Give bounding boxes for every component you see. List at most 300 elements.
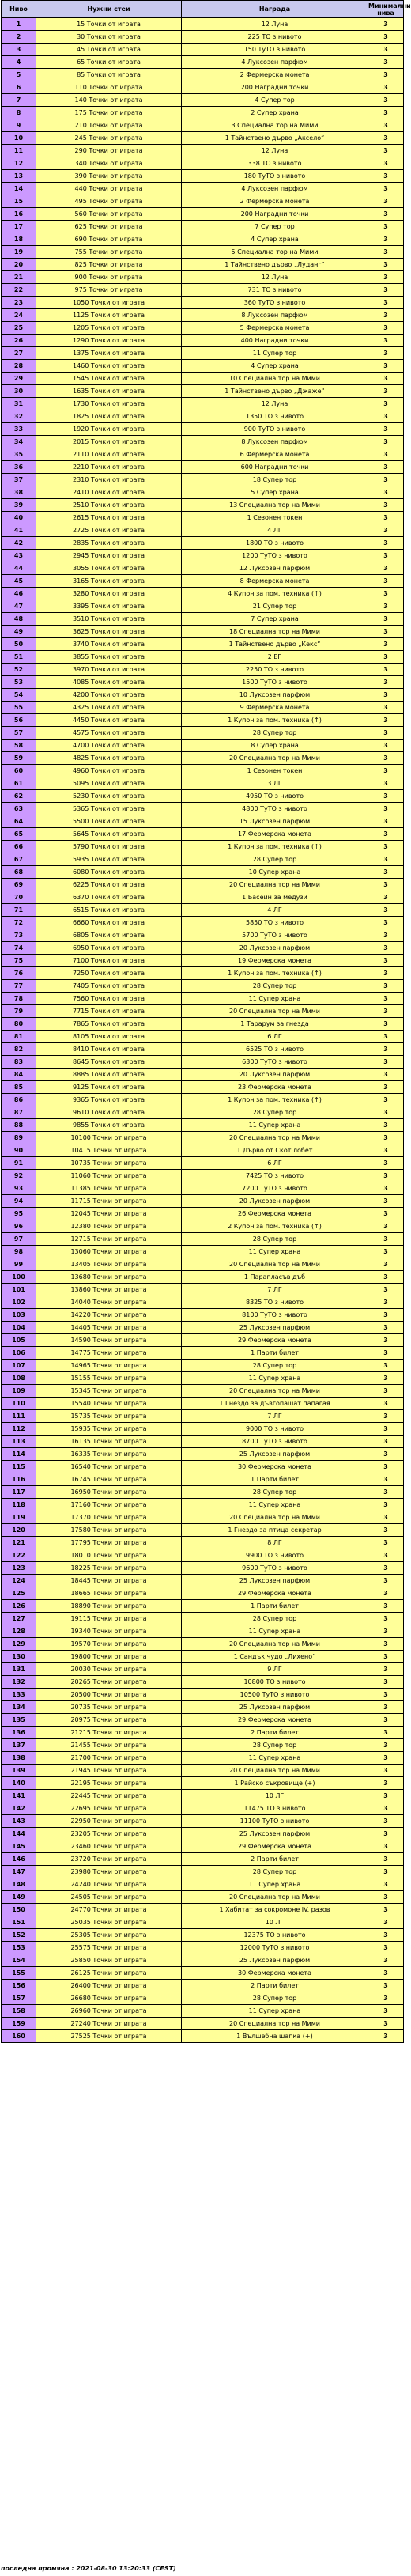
table-row [2,208,404,221]
cell-reward: 8 Луксозен парфюм [182,436,368,448]
cell-points: 4200 Точки от играта [36,689,182,702]
table-row [2,31,404,44]
cell-level: 141 [2,1790,36,1802]
cell-points: 9125 Точки от играта [36,1081,182,1094]
cell-min-level: 3 [368,1676,404,1689]
cell-min-level: 3 [368,183,404,195]
cell-points: 6950 Точки от играта [36,942,182,955]
cell-reward: 1 Сандък чудо „Лихено“ [182,1651,368,1663]
table-row [2,1840,404,1853]
cell-min-level: 3 [368,170,404,183]
cell-min-level: 3 [368,1714,404,1727]
cell-min-level: 3 [368,1967,404,1980]
cell-points: 6080 Точки от играта [36,866,182,879]
cell-points: 1920 Точки от играта [36,423,182,436]
cell-min-level: 3 [368,1549,404,1562]
cell-level: 48 [2,613,36,626]
table-row [2,1157,404,1170]
table-row [2,1638,404,1651]
cell-reward: 26 Фермерска монета [182,1208,368,1220]
cell-level: 124 [2,1575,36,1587]
cell-reward: 12 Луна [182,398,368,410]
table-row [2,448,404,461]
cell-reward: 4 Супер храна [182,233,368,246]
cell-min-level: 3 [368,524,404,537]
cell-points: 2945 Точки от играта [36,550,182,562]
rewards-table [1,0,411,2043]
cell-points: 1205 Точки от играта [36,322,182,335]
cell-level: 45 [2,575,36,588]
cell-points: 20030 Точки от играта [36,1663,182,1676]
cell-reward: 20 Специална тор на Мими [182,2018,368,2030]
cell-reward: 5 Супер храна [182,486,368,499]
table-row [2,1689,404,1701]
cell-points: 13680 Точки от играта [36,1271,182,1284]
cell-points: 18225 Точки от играта [36,1562,182,1575]
cell-points: 6515 Точки от играта [36,904,182,917]
cell-min-level: 3 [368,1258,404,1271]
cell-points: 1730 Точки от играта [36,398,182,410]
cell-reward: 9900 ТО з нивото [182,1549,368,1562]
table-row [2,373,404,385]
cell-points: 11715 Точки от играта [36,1195,182,1208]
cell-level: 138 [2,1752,36,1765]
cell-points: 18890 Точки от играта [36,1600,182,1613]
cell-level: 41 [2,524,36,537]
cell-min-level: 3 [368,537,404,550]
cell-reward: 1200 ТуТО з нивото [182,550,368,562]
cell-points: 5095 Точки от играта [36,777,182,790]
cell-points: 14775 Точки от играта [36,1347,182,1360]
cell-points: 21215 Точки от играта [36,1727,182,1739]
cell-level: 43 [2,550,36,562]
table-row [2,1195,404,1208]
cell-level: 152 [2,1929,36,1942]
cell-reward: 10 ЛГ [182,1790,368,1802]
cell-min-level: 3 [368,600,404,613]
cell-level: 106 [2,1347,36,1360]
table-row [2,879,404,891]
cell-reward: 8 Супер храна [182,740,368,752]
cell-level: 126 [2,1600,36,1613]
cell-reward: 200 Наградни точки [182,81,368,94]
table-row [2,1031,404,1043]
table-row [2,1663,404,1676]
cell-reward: 5 Специална тор на Мими [182,246,368,259]
cell-min-level: 3 [368,891,404,904]
cell-reward: 4 ЛГ [182,524,368,537]
cell-points: 25575 Точки от играта [36,1942,182,1954]
cell-points: 85 Точки от играта [36,69,182,81]
cell-points: 26125 Точки от играта [36,1967,182,1980]
cell-min-level: 3 [368,1296,404,1309]
cell-min-level: 3 [368,765,404,777]
cell-level: 154 [2,1954,36,1967]
table-row [2,702,404,714]
table-row [2,917,404,929]
cell-points: 15935 Точки от играта [36,1423,182,1436]
cell-level: 63 [2,803,36,815]
cell-points: 9610 Точки от играта [36,1106,182,1119]
cell-points: 14040 Точки от играта [36,1296,182,1309]
cell-min-level: 3 [368,777,404,790]
cell-reward: 8 Фермерска монета [182,575,368,588]
cell-points: 23720 Точки от играта [36,1853,182,1866]
table-row [2,1043,404,1056]
cell-points: 16335 Точки от играта [36,1448,182,1461]
table-row [2,1233,404,1246]
cell-level: 100 [2,1271,36,1284]
cell-level: 125 [2,1587,36,1600]
cell-points: 3165 Точки от играта [36,575,182,588]
cell-level: 49 [2,626,36,638]
cell-reward: 338 ТО з нивото [182,157,368,170]
cell-points: 23460 Точки от играта [36,1840,182,1853]
cell-min-level: 3 [368,1511,404,1524]
cell-min-level: 3 [368,1878,404,1891]
cell-points: 390 Точки от играта [36,170,182,183]
cell-reward: 10 Луксозен парфюм [182,689,368,702]
cell-min-level: 3 [368,474,404,486]
cell-reward: 11 Супер храна [182,1499,368,1511]
cell-min-level: 3 [368,2018,404,2030]
cell-min-level: 3 [368,562,404,575]
table-row [2,1651,404,1663]
cell-points: 15345 Точки от играта [36,1385,182,1398]
cell-min-level: 3 [368,221,404,233]
cell-level: 19 [2,246,36,259]
cell-points: 14590 Точки от играта [36,1334,182,1347]
table-row [2,410,404,423]
cell-level: 123 [2,1562,36,1575]
cell-reward: 6300 ТуТО з нивото [182,1056,368,1069]
cell-points: 2410 Точки от играта [36,486,182,499]
cell-reward: 225 ТО з нивото [182,31,368,44]
cell-reward: 29 Фермерска монета [182,1587,368,1600]
cell-level: 32 [2,410,36,423]
cell-reward: 1 Купон за пом. техника (↑) [182,967,368,980]
table-row [2,233,404,246]
cell-level: 79 [2,1005,36,1018]
table-row [2,562,404,575]
cell-min-level: 3 [368,1929,404,1942]
cell-min-level: 3 [368,1208,404,1220]
cell-level: 44 [2,562,36,575]
cell-min-level: 3 [368,626,404,638]
cell-reward: 400 Наградни точки [182,335,368,347]
cell-points: 25035 Точки от играта [36,1916,182,1929]
cell-min-level: 3 [368,1727,404,1739]
cell-level: 119 [2,1511,36,1524]
cell-reward: 28 Супер тор [182,1613,368,1625]
table-row [2,1828,404,1840]
cell-level: 35 [2,448,36,461]
table-row [2,1701,404,1714]
cell-reward: 10800 ТО з нивото [182,1676,368,1689]
cell-min-level: 3 [368,853,404,866]
cell-reward: 1 Парти билет [182,1347,368,1360]
cell-reward: 11 Супер храна [182,1752,368,1765]
cell-reward: 18 Специална тор на Мими [182,626,368,638]
cell-points: 25850 Точки от играта [36,1954,182,1967]
cell-level: 150 [2,1904,36,1916]
table-row [2,398,404,410]
cell-level: 112 [2,1423,36,1436]
cell-level: 97 [2,1233,36,1246]
cell-level: 128 [2,1625,36,1638]
table-row [2,1132,404,1144]
cell-points: 1290 Точки от играта [36,335,182,347]
cell-points: 440 Точки от играта [36,183,182,195]
cell-points: 3855 Точки от играта [36,651,182,664]
table-row [2,145,404,157]
cell-min-level: 3 [368,1182,404,1195]
table-row [2,461,404,474]
table-row [2,1423,404,1436]
cell-level: 146 [2,1853,36,1866]
cell-level: 17 [2,221,36,233]
cell-level: 136 [2,1727,36,1739]
cell-min-level: 3 [368,56,404,69]
cell-points: 6660 Точки от играта [36,917,182,929]
cell-points: 26400 Точки от играта [36,1980,182,1992]
table-row [2,841,404,853]
cell-min-level: 3 [368,1094,404,1106]
cell-min-level: 3 [368,1372,404,1385]
cell-min-level: 3 [368,1790,404,1802]
cell-min-level: 3 [368,107,404,119]
cell-reward: 7 ЛГ [182,1284,368,1296]
cell-min-level: 3 [368,676,404,689]
table-row [2,955,404,967]
cell-level: 34 [2,436,36,448]
cell-reward: 9 Фермерска монета [182,702,368,714]
cell-points: 19800 Точки от играта [36,1651,182,1663]
table-row [2,1967,404,1980]
cell-min-level: 3 [368,1625,404,1638]
cell-min-level: 3 [368,81,404,94]
cell-reward: 28 Супер тор [182,853,368,866]
cell-reward: 1 Тарарум за гнезда [182,1018,368,1031]
cell-level: 88 [2,1119,36,1132]
cell-points: 20500 Точки от играта [36,1689,182,1701]
table-row [2,1878,404,1891]
cell-reward: 5700 ТуТО з нивото [182,929,368,942]
cell-points: 17370 Точки от играта [36,1511,182,1524]
table-row [2,1246,404,1258]
cell-reward: 900 ТуТО з нивото [182,423,368,436]
cell-level: 23 [2,297,36,309]
cell-points: 7100 Точки от играта [36,955,182,967]
table-row [2,1144,404,1157]
cell-points: 25305 Точки от играта [36,1929,182,1942]
table-row [2,18,404,31]
cell-level: 131 [2,1663,36,1676]
cell-min-level: 3 [368,259,404,271]
table-row [2,727,404,740]
cell-reward: 9 ЛГ [182,1663,368,1676]
cell-reward: 1 Басейн за медузи [182,891,368,904]
table-row [2,929,404,942]
cell-level: 95 [2,1208,36,1220]
table-row [2,689,404,702]
cell-reward: 8100 ТуТО з нивото [182,1309,368,1322]
cell-level: 11 [2,145,36,157]
cell-points: 4450 Точки от играта [36,714,182,727]
cell-reward: 23 Фермерска монета [182,1081,368,1094]
cell-level: 72 [2,917,36,929]
cell-points: 17795 Точки от играта [36,1537,182,1549]
cell-points: 5790 Точки от играта [36,841,182,853]
cell-level: 66 [2,841,36,853]
last-modified-note: последна промяна : 2021-08-30 13:20:33 (CEST) [1,2565,176,2572]
cell-min-level: 3 [368,866,404,879]
cell-level: 85 [2,1081,36,1094]
cell-min-level: 3 [368,1942,404,1954]
cell-reward: 7 Супер храна [182,613,368,626]
cell-points: 5230 Точки от играта [36,790,182,803]
cell-min-level: 3 [368,1499,404,1511]
cell-level: 147 [2,1866,36,1878]
header-min-level: Минимални нива [368,2,411,17]
table-row [2,221,404,233]
cell-min-level: 3 [368,1423,404,1436]
cell-min-level: 3 [368,942,404,955]
table-row [2,588,404,600]
cell-min-level: 3 [368,1132,404,1144]
cell-min-level: 3 [368,1613,404,1625]
cell-reward: 12 Луксозен парфюм [182,562,368,575]
table-row [2,1511,404,1524]
cell-points: 2110 Точки от играта [36,448,182,461]
cell-reward: 1 Тайнствено дърво „Аксело“ [182,132,368,145]
cell-points: 18445 Точки от играта [36,1575,182,1587]
cell-min-level: 3 [368,1360,404,1372]
table-row [2,828,404,841]
cell-reward: 21 Супер тор [182,600,368,613]
cell-level: 139 [2,1765,36,1777]
cell-min-level: 3 [368,1233,404,1246]
table-row [2,1106,404,1119]
cell-reward: 1 Вълшебна шапка (+) [182,2030,368,2043]
cell-min-level: 3 [368,1486,404,1499]
cell-points: 3740 Точки от играта [36,638,182,651]
table-row [2,1613,404,1625]
table-row [2,1765,404,1777]
cell-points: 10100 Точки от играта [36,1132,182,1144]
cell-reward: 25 Луксозен парфюм [182,1954,368,1967]
table-row [2,360,404,373]
table-row [2,1777,404,1790]
cell-min-level: 3 [368,1575,404,1587]
cell-level: 53 [2,676,36,689]
cell-reward: 28 Супер тор [182,1106,368,1119]
cell-min-level: 3 [368,347,404,360]
cell-min-level: 3 [368,1436,404,1448]
cell-reward: 731 ТО з нивото [182,284,368,297]
cell-points: 2725 Точки от играта [36,524,182,537]
cell-points: 21700 Точки от играта [36,1752,182,1765]
cell-level: 18 [2,233,36,246]
cell-min-level: 3 [368,499,404,512]
cell-reward: 11 Супер храна [182,2005,368,2018]
cell-reward: 9600 ТуТО з нивото [182,1562,368,1575]
cell-points: 21945 Точки от играта [36,1765,182,1777]
table-row [2,853,404,866]
cell-reward: 8 ЛГ [182,1537,368,1549]
cell-min-level: 3 [368,917,404,929]
cell-reward: 12000 ТуТО з нивото [182,1942,368,1954]
cell-reward: 12 Луна [182,271,368,284]
cell-level: 114 [2,1448,36,1461]
cell-min-level: 3 [368,803,404,815]
cell-min-level: 3 [368,94,404,107]
cell-points: 5935 Точки от играта [36,853,182,866]
cell-level: 1 [2,18,36,31]
table-row [2,1208,404,1220]
cell-min-level: 3 [368,69,404,81]
cell-level: 22 [2,284,36,297]
cell-min-level: 3 [368,157,404,170]
cell-level: 142 [2,1802,36,1815]
cell-points: 4700 Точки от играта [36,740,182,752]
cell-min-level: 3 [368,1473,404,1486]
cell-min-level: 3 [368,613,404,626]
table-row [2,107,404,119]
cell-points: 22195 Точки от играта [36,1777,182,1790]
cell-level: 8 [2,107,36,119]
cell-level: 38 [2,486,36,499]
cell-points: 140 Точки от играта [36,94,182,107]
cell-level: 120 [2,1524,36,1537]
cell-level: 58 [2,740,36,752]
cell-points: 755 Точки от играта [36,246,182,259]
cell-points: 14220 Точки от играта [36,1309,182,1322]
cell-points: 27240 Точки от играта [36,2018,182,2030]
cell-reward: 1 Тайнствено дърво „Луданг“ [182,259,368,271]
cell-min-level: 3 [368,1866,404,1878]
cell-min-level: 3 [368,1663,404,1676]
cell-points: 2210 Точки от играта [36,461,182,474]
cell-level: 149 [2,1891,36,1904]
table-row [2,891,404,904]
cell-level: 144 [2,1828,36,1840]
cell-points: 24770 Точки от играта [36,1904,182,1916]
cell-points: 22950 Точки от играта [36,1815,182,1828]
table-row [2,309,404,322]
cell-min-level: 3 [368,1284,404,1296]
cell-reward: 2 Купон за пом. техника (↑) [182,1220,368,1233]
cell-level: 86 [2,1094,36,1106]
cell-level: 98 [2,1246,36,1258]
table-row [2,436,404,448]
cell-min-level: 3 [368,2030,404,2043]
cell-points: 24240 Точки от играта [36,1878,182,1891]
table-row [2,423,404,436]
cell-points: 2615 Точки от играта [36,512,182,524]
cell-reward: 30 Фермерска монета [182,1461,368,1473]
cell-reward: 25 Луксозен парфюм [182,1322,368,1334]
table-row [2,512,404,524]
table-row [2,638,404,651]
cell-level: 155 [2,1967,36,1980]
cell-level: 117 [2,1486,36,1499]
cell-level: 113 [2,1436,36,1448]
cell-points: 560 Точки от играта [36,208,182,221]
cell-points: 4085 Точки от играта [36,676,182,689]
cell-points: 19340 Точки от играта [36,1625,182,1638]
cell-level: 64 [2,815,36,828]
